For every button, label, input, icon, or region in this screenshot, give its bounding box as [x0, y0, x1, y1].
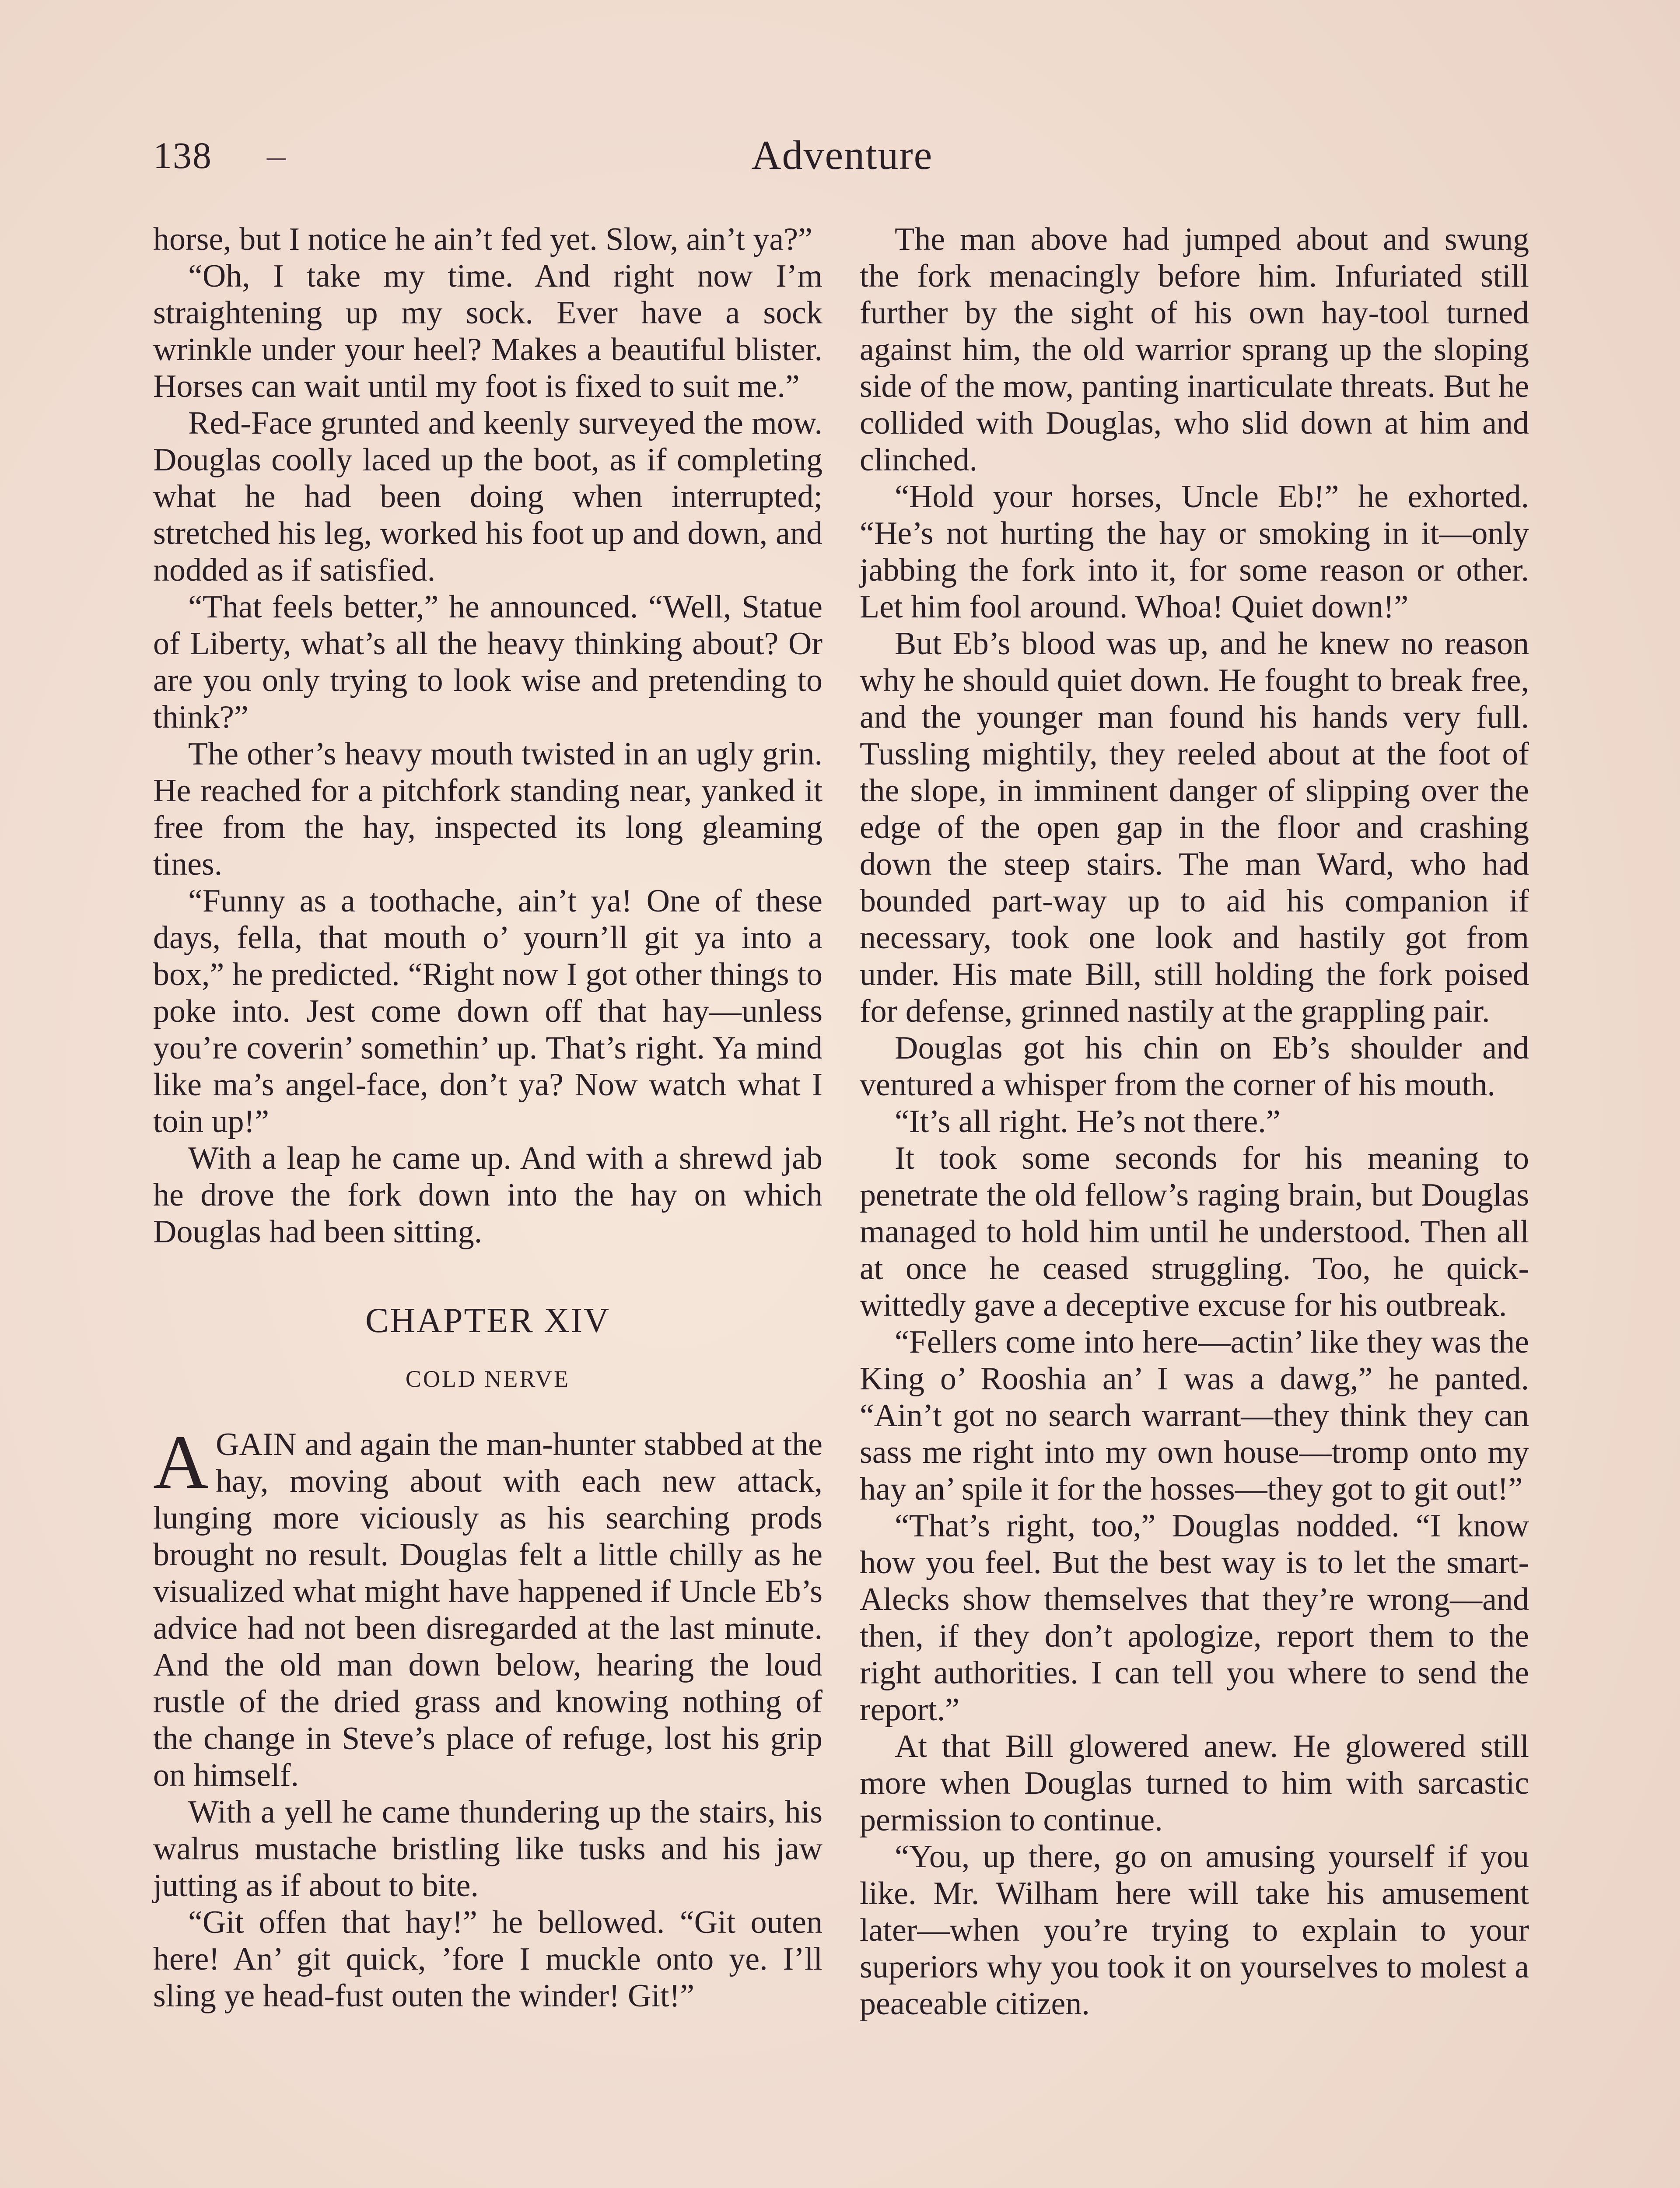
paragraph: But Eb’s blood was up, and he knew no reason why he should quiet down. He fought to break free, and the younger man found his hands very full. Tussling mightily, they reeled about at the foot of the slope, in imminent danger of slipping over the edge of the open gap in the floor and crashing down the steep stairs. The man Ward, who had bounded part-way up to aid his companion if necessary, took one look and hastily got from under. His mate Bill, still holding the fork poised for defense, grinned nastily at the grappling pair.	[860, 626, 1529, 1029]
paragraph: With a yell he came thundering up the stairs, his walrus mustache bristling like tusks and his jaw jutting as if about to bite.	[153, 1794, 822, 1904]
left-column	[153, 221, 822, 2014]
page-number: 138	[153, 134, 212, 176]
paragraph: Red-Face grunted and keenly surveyed the mow. Douglas coolly laced up the boot, as if completing what he had been doing when interrupted; stretched his leg, worked his foot up and down, and nodded as if satisfied.	[153, 405, 822, 588]
first-paragraph-text: GAIN and again the man-hunter stabbed at the hay, moving about with each new attack, lunging more viciously as his searching prods brought no result. Douglas felt a little chilly as he visualized what might have happened if Uncle Eb’s advice had not been disregarded at the last minute. And the old man down below, hearing the loud rustle of the dried grass and knowing nothing of the change in Steve’s place of refuge, lost his grip on himself.	[153, 1427, 822, 1793]
paragraph: “Funny as a toothache, ain’t ya! One of these days, fella, that mouth o’ yourn’ll git ya into a box,” he predicted. “Right now I got other things to poke into. Jest come down off that hay—unless you’re coverin’ somethin’ up. That’s right. Ya mind like ma’s angel-face, don’t ya? Now watch what I toin up!”	[153, 883, 822, 1140]
running-title: Adventure	[751, 133, 933, 178]
header-dash: –	[267, 134, 286, 176]
paragraph: It took some seconds for his meaning to penetrate the old fellow’s raging brain, but Douglas managed to hold him until he understood. Then all at once he ceased struggling. Too, he quick-wittedly gave a deceptive excuse for his outbreak.	[860, 1140, 1529, 1323]
drop-cap: A	[153, 1420, 209, 1505]
chapter-first-paragraph	[153, 1420, 822, 1794]
paragraph: horse, but I notice he ain’t fed yet. Slow, ain’t ya?”	[153, 221, 812, 257]
chapter-title: CHAPTER XIV	[365, 1301, 610, 1340]
paragraph: At that Bill glowered anew. He glowered still more when Douglas turned to him with sarcastic permission to continue.	[860, 1729, 1529, 1838]
paragraph: The man above had jumped about and swung the fork menacingly before him. Infuriated still further by the sight of his own hay-tool turned against him, the old warrior sprang up the sloping side of the mow, panting inarticulate threats. But he collided with Douglas, who slid down at him and clinched.	[860, 221, 1529, 478]
paragraph: With a leap he came up. And with a shrewd jab he drove the fork down into the hay on which Douglas had been sitting.	[153, 1140, 822, 1250]
paragraph: “That’s right, too,” Douglas nodded. “I know how you feel. But the best way is to let the smart-Alecks show themselves that they’re wrong—and then, if they don’t apologize, report them to the right authorities. I can tell you where to send the report.”	[860, 1508, 1529, 1728]
paragraph: “Hold your horses, Uncle Eb!” he exhorted. “He’s not hurting the hay or smoking in it—only jabbing the fork into it, for some reason or other. Let him fool around. Whoa! Quiet down!”	[860, 479, 1529, 625]
paragraph: The other’s heavy mouth twisted in an ugly grin. He reached for a pitchfork standing near, yanked it free from the hay, inspected its long gleaming tines.	[153, 736, 822, 882]
page-header	[153, 127, 1531, 184]
chapter-subtitle: COLD NERVE	[405, 1366, 570, 1392]
paragraph: “Git offen that hay!” he bellowed. “Git outen here! An’ git quick, ’fore I muckle onto ye. I’ll sling ye head-fust outen the winder! Git!”	[153, 1904, 822, 2014]
paragraph: Douglas got his chin on Eb’s shoulder and ventured a whisper from the corner of his mouth.	[860, 1030, 1529, 1103]
paragraph: “Fellers come into here—actin’ like they was the King o’ Rooshia an’ I was a dawg,” he panted. “Ain’t got no search warrant—they think they can sass me right into my own house—tromp onto my hay an’ spile it for the hosses—they got to git out!”	[860, 1324, 1529, 1507]
paragraph: “That feels better,” he announced. “Well, Statue of Liberty, what’s all the heavy thinking about? Or are you only trying to look wise and pretending to think?”	[153, 589, 822, 735]
right-column	[860, 221, 1529, 2022]
paragraph: “Oh, I take my time. And right now I’m straightening up my sock. Ever have a sock wrinkle under your heel? Makes a beautiful blister. Horses can wait until my foot is fixed to suit me.”	[153, 258, 822, 404]
paragraph: “You, up there, go on amusing yourself if you like. Mr. Wilham here will take his amusement later—when you’re trying to explain to your superiors why you took it on yourselves to molest a peaceable citizen.	[860, 1839, 1529, 2022]
paragraph: “It’s all right. He’s not there.”	[895, 1104, 1281, 1140]
